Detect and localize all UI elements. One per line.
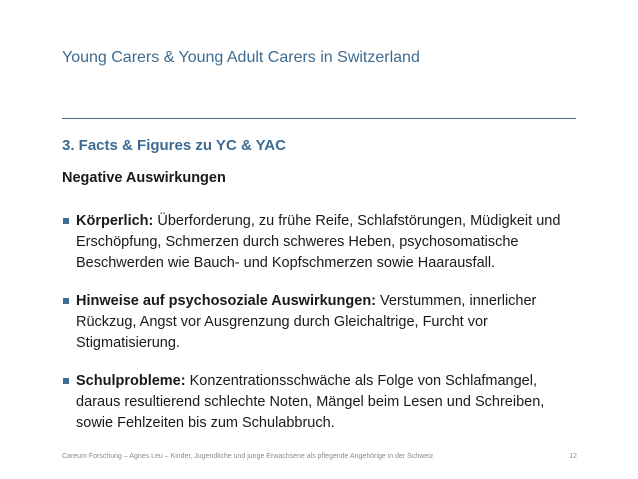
bullet-item-psychosozial <box>62 291 582 354</box>
bullet-text: Verstummen, innerlicher Rückzug, Angst vor Ausgrenzung durch Gleichaltrige, Furcht vor Stigmatisierung. <box>76 293 537 351</box>
bullet-list <box>62 211 582 451</box>
bullet-lead: Hinweise auf psychosoziale Auswirkungen: <box>76 293 377 309</box>
bullet-text: Überforderung, zu frühe Reife, Schlafstörungen, Müdigkeit und Erschöpfung, Schmerzen durch schweres Heben, psychosomatische Beschwerden wie Bauch- und Kopfschmerzen sowie Haarausfall. <box>76 213 561 271</box>
square-bullet-icon <box>63 378 69 384</box>
bullet-item-schulprobleme <box>62 371 582 434</box>
page-number: 12 <box>569 453 577 460</box>
footer-text: Careum Forschung – Agnes Leu – Kinder, Jugendliche und junge Erwachsene als pflegende Angehörige in der Schweiz <box>62 453 434 460</box>
square-bullet-icon <box>63 218 69 224</box>
section-subtitle: Negative Auswirkungen <box>62 170 226 186</box>
slide-header-title: Young Carers & Young Adult Carers in Switzerland <box>62 49 420 66</box>
bullet-lead: Körperlich: <box>76 213 154 229</box>
square-bullet-icon <box>63 298 69 304</box>
header-divider <box>62 118 576 119</box>
section-title: 3. Facts & Figures zu YC & YAC <box>62 137 286 154</box>
bullet-item-koerperlich <box>62 211 582 274</box>
bullet-lead: Schulprobleme: <box>76 373 186 389</box>
bullet-text: Konzentrationsschwäche als Folge von Schlafmangel, daraus resultierend schlechte Noten, Mängel beim Lesen und Schreiben, sowie Fehlzeiten bis zum Schulabbruch. <box>76 373 545 431</box>
